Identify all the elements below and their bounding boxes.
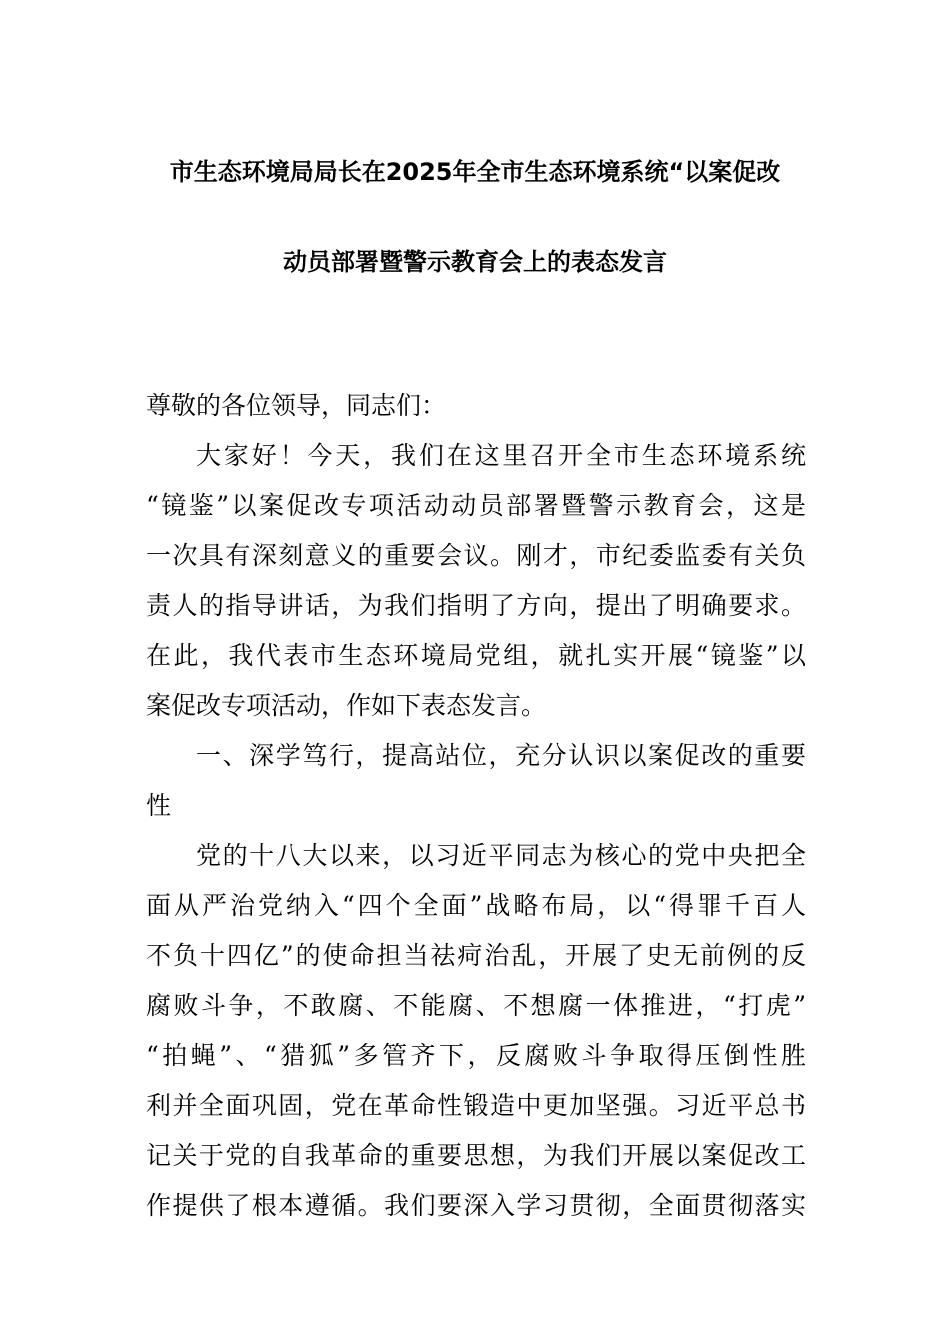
body-line: 作提供了根本遵循。我们要深入学习贯彻，全面贯彻落实 — [146, 1191, 806, 1220]
body-line: “拍蝇”、“猎狐”多管齐下，反腐败斗争取得压倒性胜 — [146, 1041, 806, 1070]
body-line: 一次具有深刻意义的重要会议。刚才，市纪委监委有关负 — [146, 541, 806, 570]
section-heading-line: 一、深学笃行，提高站位，充分认识以案促改的重要 — [196, 741, 806, 770]
body-line: 大家好！今天，我们在这里召开全市生态环境系统 — [196, 441, 806, 470]
section-heading-line: 性 — [146, 791, 172, 820]
body-line: 面从严治党纳入“四个全面”战略布局，以“得罪千百人 — [146, 891, 806, 920]
body-line: 不负十四亿”的使命担当祛疴治乱，开展了史无前例的反 — [146, 941, 806, 970]
body-line: 责人的指导讲话，为我们指明了方向，提出了明确要求。 — [146, 591, 806, 620]
document-title-line-2: 动员部署暨警示教育会上的表态发言 — [283, 248, 667, 276]
body-line: 案促改专项活动，作如下表态发言。 — [146, 691, 547, 720]
body-line: 在此，我代表市生态环境局党组，就扎实开展“镜鉴”以 — [146, 641, 806, 670]
body-line: 党的十八大以来，以习近平同志为核心的党中央把全 — [196, 841, 806, 870]
body-line: 腐败斗争，不敢腐、不能腐、不想腐一体推进，“打虎” — [146, 991, 806, 1020]
salutation: 尊敬的各位领导，同志们： — [146, 391, 447, 420]
body-line: 记关于党的自我革命的重要思想，为我们开展以案促改工 — [146, 1141, 806, 1170]
document-title-line-1: 市生态环境局局长在2025年全市生态环境系统“以案促改 — [169, 158, 781, 186]
document-body — [146, 388, 806, 1238]
body-line: 利并全面巩固，党在革命性锻造中更加坚强。习近平总书 — [146, 1091, 806, 1120]
body-line: “镜鉴”以案促改专项活动动员部署暨警示教育会，这是 — [146, 491, 806, 520]
